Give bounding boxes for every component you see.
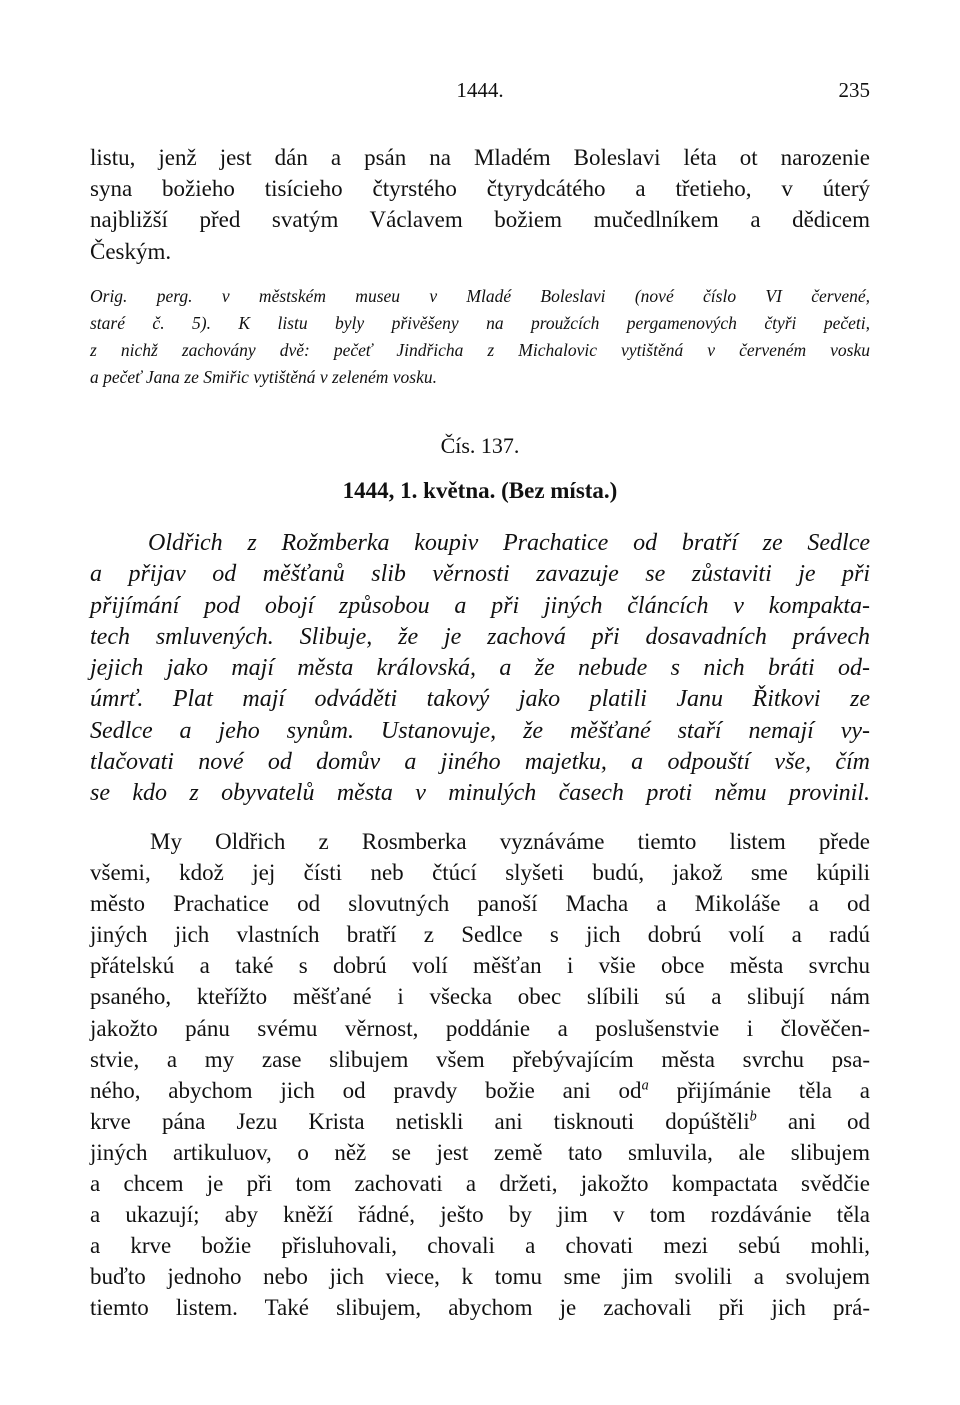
text-line: stvie, a my zase slibujem všem přebývajícím města svrchu psa-	[90, 1046, 870, 1072]
line-segment: krve pána Jezu Krista netiskli ani tisknouti dopúštěli	[90, 1108, 750, 1134]
text-line: My Oldřich z Rosmberka vyznáváme tiemto listem přede	[150, 829, 870, 854]
text-line: tiemto listem. Také slibujem, abychom je zachovali při jich prá-	[90, 1295, 870, 1321]
text-line: najbližší před svatým Václavem božiem mučedlníkem a dědicem	[90, 207, 870, 233]
text-line: buďto jednoho nebo jich viece, k tomu sme jim svolili a svolujem	[90, 1264, 870, 1290]
regest-summary	[90, 528, 870, 810]
text-line: listu, jenž jest dán a psán na Mladém Boleslavi léta ot narozenie	[90, 145, 870, 170]
document-dateline: 1444, 1. května. (Bez místa.)	[342, 478, 618, 503]
page-number: 235	[838, 78, 870, 102]
footnote-mark-a[interactable]: a	[641, 1077, 649, 1094]
text-line: přátelskú a také s dobrú volí měšťan i všie obce města svrchu	[90, 953, 870, 979]
text-line: syna božieho tisícieho čtyrstého čtyrydcátého a třetieho, v úterý	[90, 176, 870, 202]
text-line: úmrť. Plat mají odváděti takový jako platili Janu Řitkovi ze	[90, 686, 870, 713]
text-line: všemi, kdož jej čísti neb čtúcí slyšeti budú, jakož sme kúpili	[90, 860, 870, 886]
text-line: přijímání pod obojí způsobou a při jiných článcích v kompakta-	[90, 592, 870, 619]
text-line: a ukazují; aby kněží řádné, ješto by jim v tom rozdávánie těla	[90, 1202, 870, 1228]
text-line	[90, 1106, 870, 1137]
text-line: psaného, kteřížto měšťané i všecka obec slíbili sú a slibují nám	[90, 984, 870, 1010]
line-segment: ani od	[787, 1108, 870, 1134]
line-segment: přijímánie těla a	[676, 1077, 870, 1103]
text-line: se kdo z obyvatelů města v minulých časech proti němu provinil.	[90, 780, 870, 807]
text-line: a pečeť Jana ze Smiřic vytištěná v zeleném vosku.	[90, 367, 438, 387]
text-line: Sedlce a jeho synům. Ustanovuje, že měšťané staří nemají vy-	[90, 717, 870, 744]
charter-text	[90, 826, 870, 1324]
text-line: jiných jich vlastních bratří z Sedlce s jich dobrú volí a radú	[90, 922, 870, 948]
text-line: jakožto pánu svému věrnost, poddánie a poslušenstvie i člověčen-	[90, 1015, 870, 1041]
text-line: Českým.	[90, 238, 172, 264]
document-number: Čís. 137.	[440, 433, 520, 458]
text-line: tech smluvených. Slibuje, že je zachová při dosavadních právech	[90, 623, 870, 650]
text-line	[90, 1075, 870, 1106]
text-line: tlačovati nové od domův a jiného majetku, a odpouští vše, čím	[90, 749, 870, 776]
text-line: staré č. 5). K listu byly přivěšeny na proužcích pergamenových čtyři pečeti,	[90, 313, 870, 333]
footnote-mark-b[interactable]: b	[749, 1108, 757, 1125]
line-segment: ného, abychom jich od pravdy božie ani od	[90, 1077, 642, 1103]
text-line: Orig. perg. v městském museu v Mladé Boleslavi (nové číslo VI červené,	[90, 286, 870, 306]
text-line: jejich jako mají města královská, a že nebude s nich bráti od-	[90, 655, 870, 682]
running-head-year: 1444.	[456, 78, 504, 102]
text-line: a přijav od měšťanů slib věrnosti zavazuje se zůstaviti je při	[90, 561, 870, 588]
text-line: a krve božie přisluhovali, chovali a chovati mezi sebú mohli,	[90, 1233, 870, 1259]
text-line: a chcem je při tom zachovati a držeti, jakožto kompactata svědčie	[90, 1171, 870, 1197]
text-line: z nichž zachovány dvě: pečeť Jindřicha z Michalovic vytištěná v červeném vosku	[90, 340, 870, 360]
intro-paragraph	[90, 142, 870, 267]
text-line: Oldřich z Rožmberka koupiv Prachatice od bratří ze Sedlce	[148, 530, 870, 556]
running-head	[90, 78, 870, 108]
source-note	[90, 283, 870, 391]
text-line: jiných artikuluov, o něž se jest země tato smluvila, ale slibujem	[90, 1139, 870, 1165]
text-line: město Prachatice od slovutných panoší Macha a Mikoláše a od	[90, 891, 870, 917]
